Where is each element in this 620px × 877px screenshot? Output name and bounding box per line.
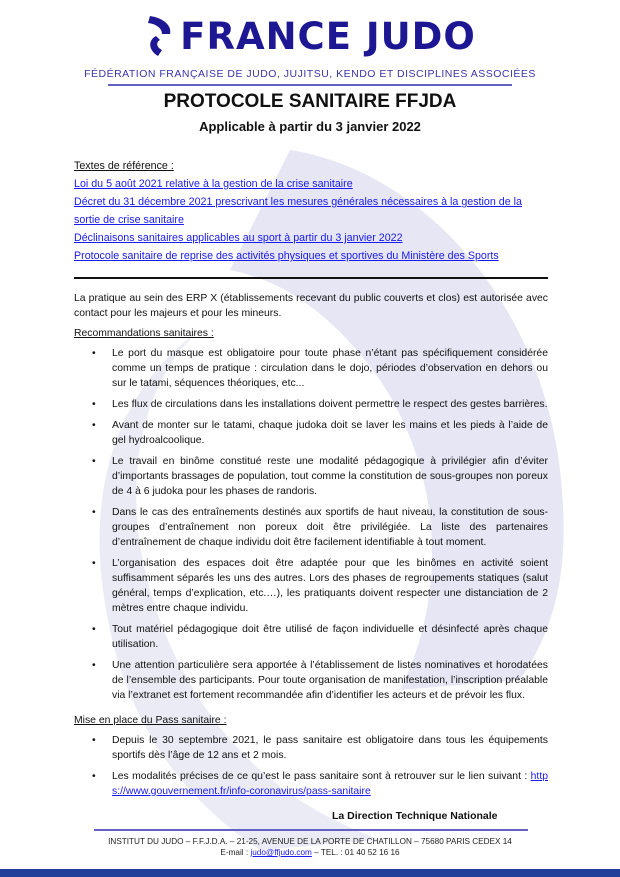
footer-bar: [0, 869, 620, 877]
list-item: [74, 658, 548, 703]
list-item-text: Depuis le 30 septembre 2021, le pass sanitaire est obligatoire dans tous les équipements sportifs dès l’âge de 12 ans et 2 mois.: [112, 735, 548, 761]
list-item-text: L’organisation des espaces doit être adaptée pour que les binômes en activité soient suffisamment séparés les uns des autres. Lors des phases de regroupements statiques (salut général, temps d’explication, etc.…), les pratiquants doivent respecter une distanciation de 2 mètres entre chaque individu.: [112, 558, 548, 614]
pass-sanitaire-link[interactable]: https://www.gouvernement.fr/info-coronavirus/pass-sanitaire: [112, 771, 548, 797]
list-item-text: Les modalités précises de ce qu’est le pass sanitaire sont à retrouver sur le lien suivant :: [112, 771, 528, 782]
list-item: [74, 556, 548, 616]
intro-text: La pratique au sein des ERP X (établissements recevant du public couverts et clos) est autorisée avec contact pour les majeurs et pour les mineurs.: [74, 293, 548, 319]
header-divider: [108, 84, 512, 86]
footer-email-link[interactable]: judo@ffjudo.com: [250, 848, 312, 857]
list-item-text: Le port du masque est obligatoire pour toute phase n’étant pas spécifiquement considérée comme un temps de pratique : circulation dans le dojo, périodes d’observation en dehors ou sur le tatami, séquences théoriques, etc...: [112, 348, 548, 389]
list-item: [74, 769, 548, 799]
judo-logo-icon: [144, 14, 174, 58]
page-title: PROTOCOLE SANITAIRE FFJDA: [163, 91, 457, 112]
footer-tel: – TEL. : 01 40 52 16 16: [314, 848, 400, 857]
bullet-icon: •: [92, 558, 96, 569]
list-item-text: Les flux de circulations dans les installations doivent permettre le respect des gestes barrières.: [112, 399, 548, 410]
bullet-icon: •: [92, 507, 96, 518]
reference-link-loi[interactable]: Loi du 5 août 2021 relative à la gestion de la crise sanitaire: [74, 178, 353, 190]
list-item: [74, 733, 548, 763]
brand-logo: [0, 14, 620, 63]
bullet-icon: •: [92, 399, 96, 410]
pass-heading: Mise en place du Pass sanitaire :: [74, 715, 227, 726]
references-heading: Textes de référence :: [74, 160, 174, 172]
footer-divider: [94, 829, 528, 831]
list-item: [74, 622, 548, 652]
footer-address: INSTITUT DU JUDO – F.F.J.D.A. – 21-25, AVENUE DE LA PORTE DE CHATILLON – 75680 PARIS CEDEX 14: [108, 837, 512, 846]
recommendations-list: [74, 346, 548, 703]
references-section: [74, 157, 554, 265]
section-divider: [74, 277, 548, 279]
pass-list: [74, 733, 548, 799]
list-item-text: Le travail en binôme constitué reste une modalité pédagogique à privilégier afin d’éviter d’importants brassages de population, tout comme la constitution de sous-groupes non poreux de 4 à 6 judoka pour les phases de randoris.: [112, 456, 548, 497]
bullet-icon: •: [92, 456, 96, 467]
signature: La Direction Technique Nationale: [332, 810, 498, 822]
list-item-text: Une attention particulière sera apportée à l’établissement de listes nominatives et horodatées de l’ensemble des participants. Pour toute organisation de manifestation, l’inscription préalable via l’extranet est fortement recommandée afin d’identifier les acteurs et de prévoir les flux.: [112, 660, 548, 701]
list-item-text: Avant de monter sur le tatami, chaque judoka doit se laver les mains et les pieds à l’aide de gel hydroalcoolique.: [112, 420, 548, 446]
list-item: [74, 346, 548, 391]
reference-link-decret[interactable]: Décret du 31 décembre 2021 prescrivant les mesures générales nécessaires à la gestion de la sortie de crise sanitaire: [74, 196, 522, 226]
reference-link-protocole[interactable]: Protocole sanitaire de reprise des activités physiques et sportives du Ministère des Sports: [74, 250, 499, 262]
reference-link-declinaisons[interactable]: Déclinaisons sanitaires applicables au sport à partir du 3 janvier 2022: [74, 232, 403, 244]
list-item: [74, 397, 548, 412]
footer-email-label: E-mail :: [220, 848, 249, 857]
list-item: [74, 454, 548, 499]
list-item-text: Dans le cas des entraînements destinés aux sportifs de haut niveau, la constitution de sous-groupes d’entraînement non poreux doit être privilégiée. La liste des partenaires d’entraînement de chaque individu doit être facilement identifiable à tout moment.: [112, 507, 548, 548]
bullet-icon: •: [92, 348, 96, 359]
footer: [0, 836, 620, 858]
bullet-icon: •: [92, 660, 96, 671]
list-item: [74, 418, 548, 448]
document-body: [74, 291, 548, 823]
page-subtitle: Applicable à partir du 3 janvier 2022: [199, 119, 421, 134]
bullet-icon: •: [92, 624, 96, 635]
brand-name: FRANCE JUDO: [180, 14, 476, 58]
bullet-icon: •: [92, 420, 96, 431]
list-item-text: Tout matériel pédagogique doit être utilisé de façon individuelle et désinfecté après chaque utilisation.: [112, 624, 548, 650]
list-item: [74, 505, 548, 550]
federation-name: FÉDÉRATION FRANÇAISE DE JUDO, JUJITSU, KENDO ET DISCIPLINES ASSOCIÉES: [84, 68, 536, 80]
recommendations-heading: Recommandations sanitaires :: [74, 328, 214, 339]
bullet-icon: •: [92, 771, 96, 782]
bullet-icon: •: [92, 735, 96, 746]
